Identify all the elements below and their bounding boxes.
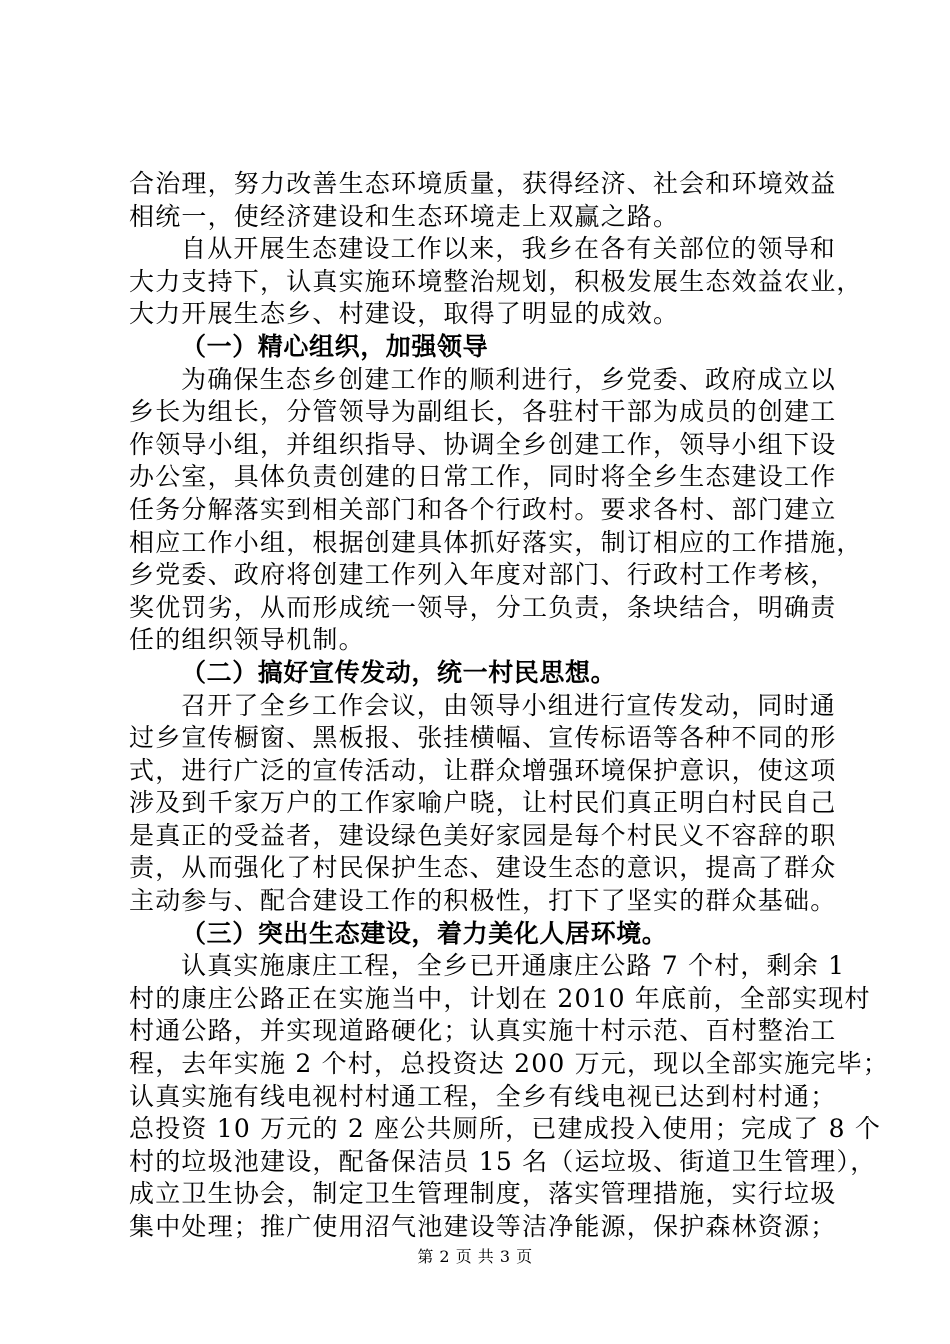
body-line: 村通公路，并实现道路硬化；认真实施十村示范、百村整治工 [129, 1016, 837, 1046]
body-line: 村的康庄公路正在实施当中，计划在 2010 年底前，全部实现村 [129, 983, 871, 1013]
section-heading-2: （二）搞好宣传发动，统一村民思想。 [181, 657, 617, 687]
body-line: 作领导小组，并组织指导、协调全乡创建工作，领导小组下设 [129, 429, 837, 459]
body-line: 乡长为组长，分管领导为副组长，各驻村干部为成员的创建工 [129, 397, 837, 427]
body-line: 程，去年实施 2 个村，总投资达 200 万元，现以全部实施完毕； [129, 1049, 890, 1079]
body-line: 是真正的受益者，建设绿色美好家园是每个村民义不容辞的职 [129, 820, 837, 850]
body-line: 主动参与、配合建设工作的积极性，打下了坚实的群众基础。 [129, 886, 837, 916]
body-line: 乡党委、政府将创建工作列入年度对部门、行政村工作考核， [129, 560, 837, 590]
body-line: 成立卫生协会，制定卫生管理制度，落实管理措施，实行垃圾 [129, 1179, 837, 1209]
body-line: 式，进行广泛的宣传活动，让群众增强环境保护意识，使这项 [129, 755, 837, 785]
section-heading-3: （三）突出生态建设，着力美化人居环境。 [181, 918, 668, 948]
paragraph-first-line: 认真实施康庄工程，全乡已开通康庄公路 7 个村，剩余 1 [181, 951, 846, 981]
section-heading-1: （一）精心组织，加强领导 [181, 331, 489, 361]
paragraph-first-line: 为确保生态乡创建工作的顺利进行，乡党委、政府成立以 [181, 364, 837, 394]
document-body [129, 168, 890, 1244]
body-line: 任务分解落实到相关部门和各个行政村。要求各村、部门建立 [129, 494, 837, 524]
body-line: 集中处理；推广使用沼气池建设等洁净能源，保护森林资源； [129, 1212, 837, 1241]
body-line: 相应工作小组，根据创建具体抓好落实，制订相应的工作措施， [129, 527, 863, 557]
body-line: 大力开展生态乡、村建设，取得了明显的成效。 [129, 299, 680, 329]
body-line: 责，从而强化了村民保护生态、建设生态的意识，提高了群众 [129, 853, 837, 883]
body-line: 办公室，具体负责创建的日常工作，同时将全乡生态建设工作 [129, 462, 837, 492]
body-line: 总投资 10 万元的 2 座公共厕所，已建成投入使用；完成了 8 个 [129, 1114, 882, 1144]
page-number-label: 第 2 页 共 3 页 [417, 1247, 533, 1266]
body-line: 任的组织领导机制。 [129, 625, 365, 655]
body-line: 相统一，使经济建设和生态环境走上双赢之路。 [129, 201, 680, 231]
body-line: 村的垃圾池建设，配备保洁员 15 名（运垃圾、街道卫生管理）， [129, 1146, 877, 1176]
body-line: 涉及到千家万户的工作家喻户晓，让村民们真正明白村民自己 [129, 788, 837, 818]
body-line: 认真实施有线电视村村通工程，全乡有线电视已达到村村通； [129, 1081, 837, 1111]
body-line: 奖优罚劣，从而形成统一领导，分工负责，条块结合，明确责 [129, 592, 837, 622]
page-footer [0, 1244, 950, 1267]
body-line: 合治理，努力改善生态环境质量，获得经济、社会和环境效益 [129, 169, 837, 198]
paragraph-first-line: 自从开展生态建设工作以来，我乡在各有关部位的领导和 [181, 234, 837, 264]
body-line: 大力支持下，认真实施环境整治规划，积极发展生态效益农业， [129, 266, 863, 296]
body-line: 过乡宣传橱窗、黑板报、张挂横幅、宣传标语等各种不同的形 [129, 723, 837, 753]
paragraph-first-line: 召开了全乡工作会议，由领导小组进行宣传发动，同时通 [181, 690, 837, 720]
